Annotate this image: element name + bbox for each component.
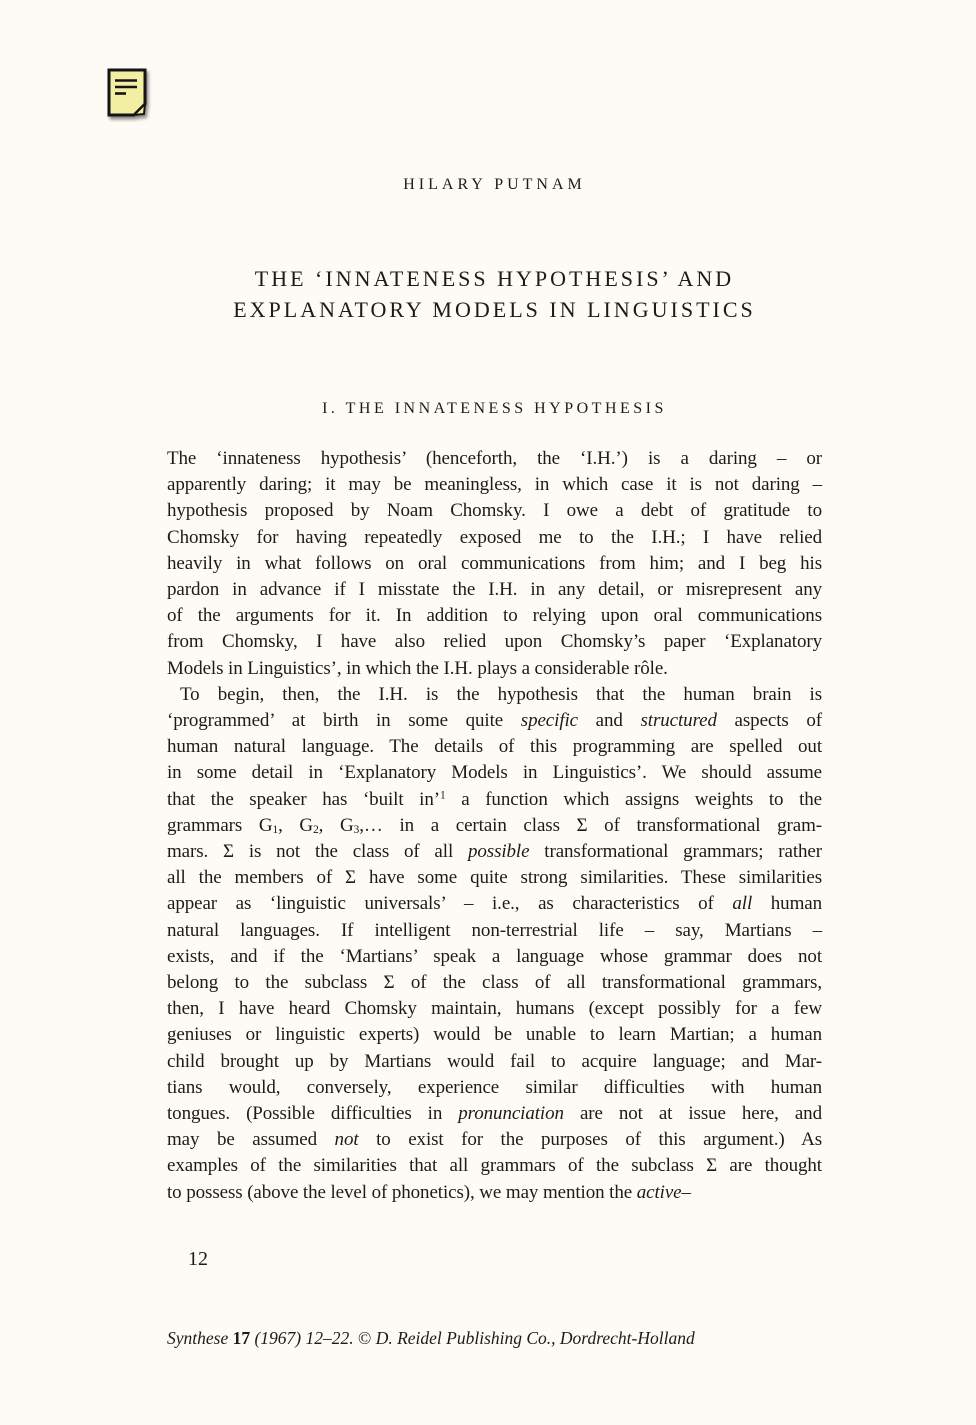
text-segment: 1 — [272, 823, 279, 836]
text-segment: transformational grammars; rather — [529, 841, 822, 863]
text-segment: to exist for the purposes of this argument.) As — [358, 1129, 822, 1151]
text-line — [167, 760, 822, 786]
text-line — [167, 1049, 822, 1075]
text-segment: (1967) 12–22. — [250, 1328, 359, 1348]
text-segment: D. Reidel Publishing Co., Dordrecht-Holland — [375, 1328, 695, 1348]
sticky-note-icon-svg — [106, 68, 152, 124]
text-line — [167, 944, 822, 970]
text-line — [167, 996, 822, 1022]
text-segment: hypothesis proposed by Noam Chomsky. I owe a debt of gratitude to — [167, 500, 822, 522]
text-segment: child brought up by Martians would fail to acquire language; and Mar- — [167, 1050, 822, 1072]
text-line — [167, 708, 822, 734]
article-title — [147, 263, 842, 325]
text-segment: Models in Linguistics’, in which the I.H. plays a considerable rôle. — [167, 657, 668, 679]
section-heading: I. THE INNATENESS HYPOTHESIS — [322, 400, 667, 417]
text-line — [167, 498, 822, 524]
text-line — [167, 551, 822, 577]
text-line — [167, 787, 822, 813]
text-segment: then, I have heard Chomsky maintain, humans (except possibly for a few — [167, 998, 822, 1020]
text-segment: active– — [636, 1181, 691, 1203]
text-line — [167, 682, 822, 708]
text-segment: all the members of Σ have some quite strong similarities. These similarities — [167, 867, 822, 889]
text-line — [167, 1022, 822, 1048]
text-line — [167, 865, 822, 891]
text-segment: , G — [278, 814, 314, 836]
text-segment: specific — [520, 710, 579, 732]
text-segment: human — [752, 893, 822, 915]
text-segment: in some detail in ‘Explanatory Models in Linguistics’. We should assume — [167, 762, 822, 784]
text-segment: 2 — [313, 823, 319, 836]
paragraph — [167, 682, 822, 1206]
text-segment: examples of the similarities that all grammars of the subclass Σ are thought — [167, 1155, 822, 1177]
text-segment: 3 — [353, 823, 360, 836]
text-line — [167, 891, 822, 917]
text-segment: belong to the subclass Σ of the class of all transformational grammars, — [167, 972, 822, 994]
text-segment: Chomsky for having repeatedly exposed me to the I.H.; I have relied — [167, 526, 822, 548]
text-segment: , G — [318, 814, 354, 836]
text-segment: mars. Σ is not the class of all — [167, 841, 468, 863]
text-segment: not — [334, 1129, 359, 1151]
text-segment: geniuses or linguistic experts) would be unable to learn Martian; a human — [167, 1024, 822, 1046]
text-segment: that the speaker has ‘built in’ — [167, 788, 440, 810]
author-name: HILARY PUTNAM — [403, 176, 586, 193]
text-segment: all — [732, 893, 753, 915]
text-line — [167, 813, 822, 839]
footer-citation — [167, 1328, 822, 1349]
text-segment: ,… in a certain class Σ of transformational gram- — [359, 814, 823, 836]
text-segment: natural languages. If intelligent non-terrestrial life – say, Martians – — [167, 919, 822, 941]
text-line — [167, 629, 822, 655]
text-segment: grammars G — [167, 814, 273, 836]
text-line — [167, 603, 822, 629]
text-line — [167, 734, 822, 760]
text-segment: The ‘innateness hypothesis’ (henceforth, the ‘I.H.’) is a daring – or — [167, 448, 822, 469]
text-segment: are not at issue here, and — [563, 1103, 822, 1125]
text-line — [167, 472, 822, 498]
text-segment: © — [358, 1328, 376, 1348]
text-segment: exists, and if the ‘Martians’ speak a language whose grammar does not — [167, 945, 822, 967]
text-line — [167, 1180, 822, 1206]
text-segment: To begin, then, the I.H. is the hypothesis that the human brain is — [180, 683, 822, 705]
text-line — [167, 525, 822, 551]
text-line — [167, 1075, 822, 1101]
text-segment: 1 — [439, 789, 446, 802]
text-segment: Synthese — [167, 1328, 229, 1348]
text-segment: 17 — [232, 1328, 251, 1348]
text-line — [167, 1127, 822, 1153]
text-segment: pronunciation — [458, 1103, 564, 1125]
text-segment: to possess (above the level of phonetics), we may mention the — [167, 1181, 637, 1203]
article-title-line-2: EXPLANATORY MODELS IN LINGUISTICS — [233, 297, 756, 322]
text-segment: of the arguments for it. In addition to relying upon oral communications — [167, 605, 822, 627]
text-segment: aspects of — [716, 710, 823, 732]
text-line — [167, 656, 822, 682]
article-title-line-1: THE ‘INNATENESS HYPOTHESIS’ AND — [254, 266, 735, 291]
text-segment: structured — [640, 710, 717, 732]
text-line — [167, 918, 822, 944]
text-segment: and — [578, 710, 641, 732]
text-segment: appear as ‘linguistic universals’ – i.e., as characteristics of — [167, 893, 733, 915]
text-segment: heavily in what follows on oral communications from him; and I beg his — [167, 552, 822, 574]
sticky-note-annotation-icon[interactable] — [106, 68, 152, 124]
text-line — [167, 1101, 822, 1127]
text-line — [167, 577, 822, 603]
text-segment: from Chomsky, I have also relied upon Chomsky’s paper ‘Explanatory — [167, 631, 822, 653]
text-segment: a function which assigns weights to the — [445, 788, 822, 810]
text-segment: apparently daring; it may be meaningless, in which case it is not daring – — [167, 474, 822, 496]
text-segment: ‘programmed’ at birth in some quite — [167, 710, 521, 732]
text-line — [167, 1153, 822, 1179]
text-segment: may be assumed — [167, 1129, 335, 1151]
text-segment: pardon in advance if I misstate the I.H. in any detail, or misrepresent any — [167, 579, 822, 601]
text-line — [167, 970, 822, 996]
page-number: 12 — [188, 1248, 208, 1270]
text-segment: tians would, conversely, experience similar difficulties with human — [167, 1076, 822, 1098]
text-segment: tongues. (Possible difficulties in — [167, 1103, 459, 1125]
paragraph — [167, 446, 822, 682]
body-paragraphs — [167, 446, 822, 1206]
text-line — [167, 839, 822, 865]
text-segment: human natural language. The details of this programming are spelled out — [167, 736, 822, 758]
text-segment: possible — [467, 841, 530, 863]
text-line — [167, 446, 822, 472]
